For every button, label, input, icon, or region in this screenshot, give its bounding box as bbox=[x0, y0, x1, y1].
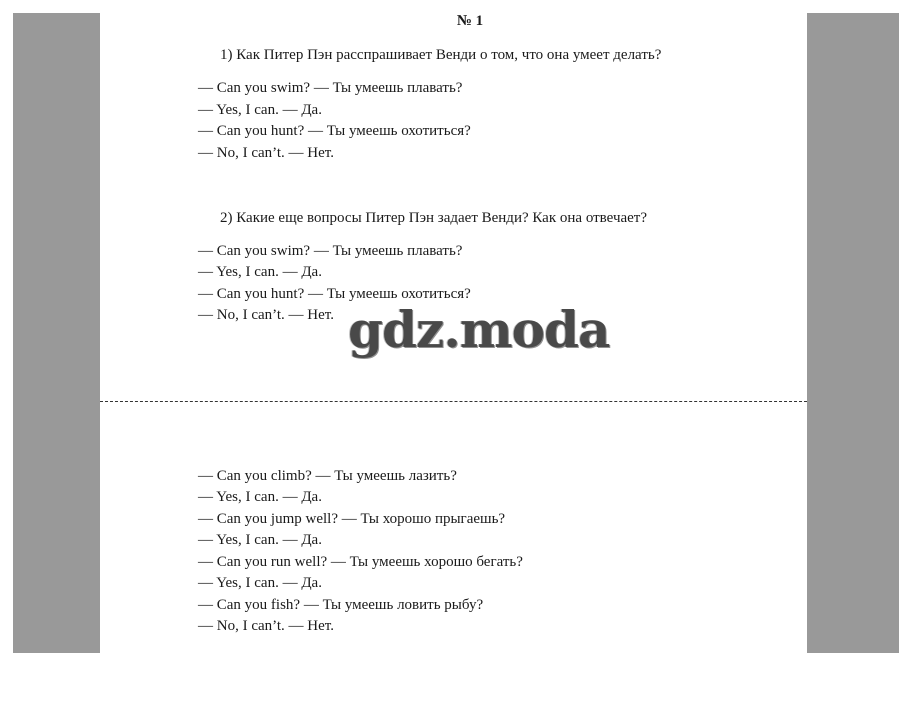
left-gray-margin bbox=[13, 13, 100, 653]
dialog-line: — No, I can’t. — Нет. bbox=[198, 307, 334, 323]
dialog-line: — Can you hunt? — Ты умеешь охотиться? bbox=[198, 123, 471, 139]
exercise-number: № 1 bbox=[456, 13, 484, 29]
dialog-line: — No, I can’t. — Нет. bbox=[198, 618, 334, 634]
dialog-line: — Yes, I can. — Да. bbox=[198, 102, 322, 118]
dialog-line: — Yes, I can. — Да. bbox=[198, 489, 322, 505]
dialog-line: — Yes, I can. — Да. bbox=[198, 532, 322, 548]
dialog-line: — No, I can’t. — Нет. bbox=[198, 145, 334, 161]
dialog-line: — Can you swim? — Ты умеешь плавать? bbox=[198, 80, 463, 96]
dialog-line: — Can you jump well? — Ты хорошо прыгаешь? bbox=[198, 511, 506, 527]
dialog-line: — Can you run well? — Ты умеешь хорошо бегать? bbox=[198, 554, 523, 570]
dialog-line: — Can you climb? — Ты умеешь лазить? bbox=[198, 468, 457, 484]
dialog-line: — Can you fish? — Ты умеешь ловить рыбу? bbox=[198, 597, 484, 613]
document-page bbox=[100, 0, 807, 701]
question-1: 1) Как Питер Пэн расспрашивает Венди о том, что она умеет делать? bbox=[220, 47, 662, 63]
right-gray-margin bbox=[807, 13, 899, 653]
dialog-line: — Yes, I can. — Да. bbox=[198, 264, 322, 280]
dashed-divider bbox=[100, 401, 807, 402]
dialog-line: — Can you swim? — Ты умеешь плавать? bbox=[198, 243, 463, 259]
question-2: 2) Какие еще вопросы Питер Пэн задает Венди? Как она отвечает? bbox=[220, 210, 648, 226]
watermark-logo: gdz.moda bbox=[348, 300, 610, 359]
dialog-line: — Yes, I can. — Да. bbox=[198, 575, 322, 591]
dialog-line: — Can you hunt? — Ты умеешь охотиться? bbox=[198, 286, 471, 302]
